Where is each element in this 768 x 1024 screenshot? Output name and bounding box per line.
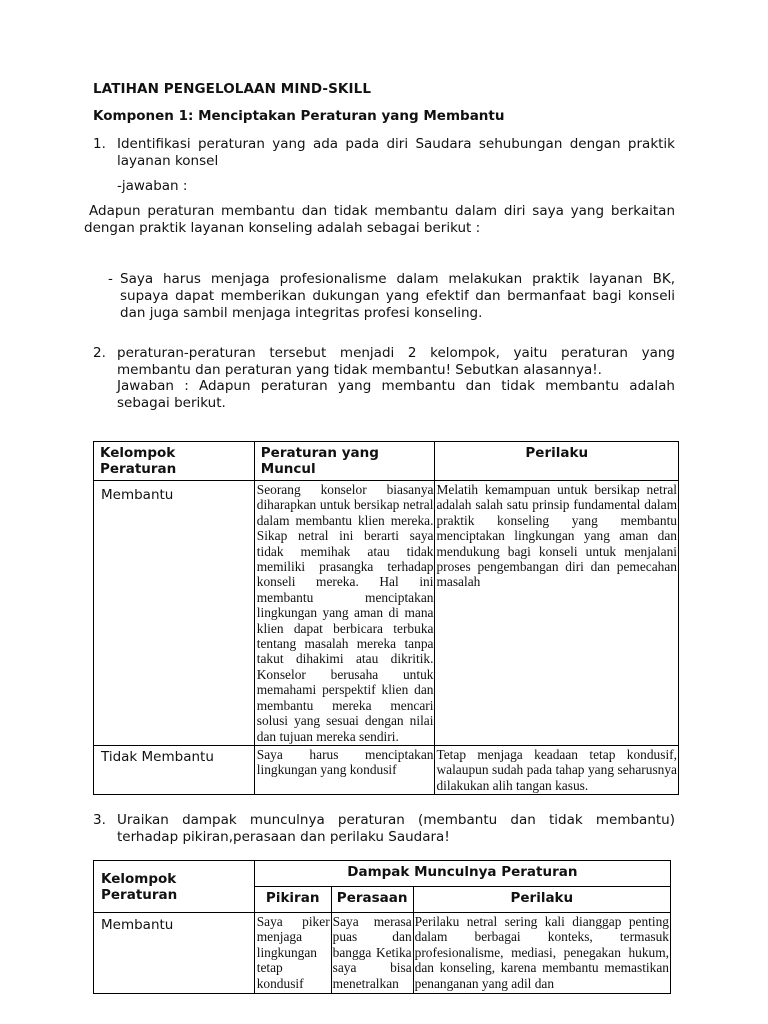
header-behavior: Perilaku (435, 442, 679, 481)
bullet-dash: - (108, 271, 113, 287)
impact-table-header-row (94, 861, 671, 887)
component-title: Komponen 1: Menciptakan Peraturan yang Membantu (93, 108, 505, 124)
cell-thought: Saya piker menjaga lingkungan tetap kondusif (254, 913, 331, 994)
table-row (94, 913, 671, 994)
q1-text: Identifikasi peraturan yang ada pada diri Saudara sehubungan dengan praktik layanan konsel (117, 136, 675, 169)
cell-group: Membantu (94, 481, 255, 746)
header-group: Kelompok Peraturan (94, 861, 255, 913)
header-impact: Dampak Munculnya Peraturan (254, 861, 670, 887)
q3-number: 3. (93, 812, 106, 828)
bullet-text (120, 271, 675, 322)
table-row (94, 481, 679, 746)
q2-answer: Jawaban : Adapun peraturan yang membantu dan tidak membantu adalah sebagai berikut. (117, 378, 675, 411)
cell-behavior: Tetap menjaga keadaan tetap kondusif, walaupun sudah pada tahap yang seharusnya dilakukan alih tangan kasus. (436, 746, 677, 793)
rules-table (93, 441, 679, 795)
intro-paragraph: Adapun peraturan membantu dan tidak membantu dalam diri saya yang berkaitan dengan praktik layanan konseling adalah sebagai berikut : (84, 203, 675, 236)
impact-table (93, 860, 671, 994)
header-thought: Pikiran (254, 887, 331, 913)
q1-number: 1. (93, 136, 106, 152)
cell-rule: Saya harus menciptakan lingkungan yang kondusif (254, 745, 435, 794)
q2-text: peraturan-peraturan tersebut menjadi 2 kelompok, yaitu peraturan yang membantu dan peraturan yang tidak membantu! Sebutkan alasannya!. (117, 345, 675, 378)
q2-number: 2. (93, 345, 106, 361)
cell-behavior: Melatih kemampuan untuk bersikap netral adalah salah satu prinsip fundamental dalam praktik konseling yang membantu menciptakan lingkungan yang aman dan mendukung bagi konseli untuk menjalani proses pengembangan diri dan pemecahan masalah (435, 481, 679, 746)
table-row (94, 745, 679, 794)
cell-group: Tidak Membantu (94, 745, 255, 794)
cell-group: Membantu (94, 913, 255, 994)
bullet-text-content: Saya harus menjaga profesionalisme dalam melakukan praktik layanan BK, supaya dapat memberikan dukungan yang efektif dan bermanfaat bagi konseli dan juga sambil menjaga integritas profesi konseling. (120, 271, 675, 321)
rules-table-header-row (94, 442, 679, 481)
answer-label: -jawaban : (117, 178, 188, 194)
document-title: LATIHAN PENGELOLAAN MIND-SKILL (93, 81, 372, 97)
header-group: Kelompok Peraturan (94, 442, 255, 481)
q3-text: Uraikan dampak munculnya peraturan (membantu dan tidak membantu) terhadap pikiran,perasaan dan perilaku Saudara! (117, 812, 675, 845)
cell-behavior: Perilaku netral sering kali dianggap penting dalam berbagai konteks, termasuk profesionalisme, mediasi, penegakan hukum, dan konseling, karena membantu memastikan penanganan yang adil dan (413, 913, 670, 994)
cell-rule: Seorang konselor biasanya diharapkan untuk bersikap netral dalam membantu klien mereka. Sikap netral ini berarti saya tidak memihak atau tidak memiliki prasangka terhadap konseli mereka. Hal ini membantu menciptakan lingkungan yang aman di mana klien dapat berbicara terbuka tentang masalah mereka tanpa takut dihakimi atau dikritik. Konselor berusaha untuk memahami perspektif klien dan membantu mereka mencari solusi yang sesuai dengan nilai dan tujuan mereka sendiri. (254, 481, 435, 746)
cell-feeling: Saya merasa puas dan bangga Ketika saya bisa menetralkan (331, 913, 413, 994)
header-behavior: Perilaku (413, 887, 670, 913)
header-rule: Peraturan yang Muncul (254, 442, 435, 481)
header-feeling: Perasaan (331, 887, 413, 913)
